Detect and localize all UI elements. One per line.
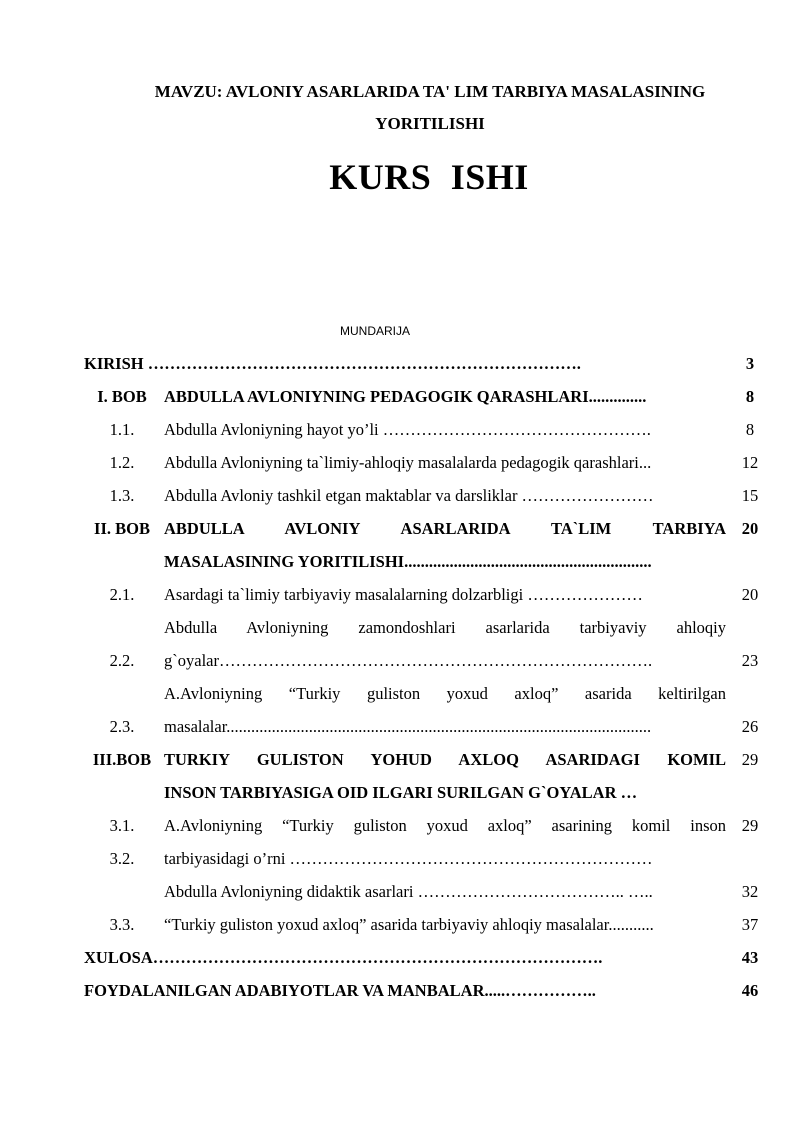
toc-row-kirish <box>0 350 800 383</box>
toc-text: INSON TARBIYASIGA OID ILGARI SURILGAN G`OYALAR … <box>164 783 638 802</box>
toc-row-bob3 <box>0 746 800 779</box>
toc-row-2-3-cont <box>0 713 800 746</box>
toc-page: 20 <box>741 519 759 538</box>
toc-row-3-1 <box>0 812 800 845</box>
topic-heading <box>100 76 760 140</box>
toc-page: 32 <box>741 882 759 901</box>
toc-row-bob3-cont <box>0 779 800 812</box>
toc-row-1-1 <box>0 416 800 449</box>
toc-page: 12 <box>741 453 759 472</box>
toc-number: 2.1. <box>109 585 135 604</box>
toc-page: 46 <box>741 981 759 1000</box>
toc-row-2-3 <box>0 680 800 713</box>
document-title: KURS ISHI <box>329 157 529 197</box>
toc-row-adabiyot <box>0 977 800 1010</box>
toc-number: 1.3. <box>109 486 135 505</box>
topic-line-1: MAVZU: AVLONIY ASARLARIDA TA' LIM TARBIYA MASALASINING <box>154 82 706 101</box>
toc-heading: MUNDARIJA <box>339 324 410 338</box>
toc-text: tarbiyasidagi o’rni ………………………………………………………… <box>164 849 653 868</box>
toc-number: 3.3. <box>109 915 135 934</box>
toc-text: MASALASINING YORITILISHI............................................................ <box>164 552 652 571</box>
toc-text: KIRISH ……………………………………………………………………. <box>84 354 581 373</box>
toc-text: Abdulla Avloniyning didaktik asarlari ……………………………….. ….. <box>164 882 653 901</box>
toc-number: 1.1. <box>109 420 135 439</box>
toc-row-3-2 <box>0 845 800 878</box>
toc-text: “Turkiy guliston yoxud axloq” asarida tarbiyaviy ahloqiy masalalar........... <box>164 915 654 934</box>
toc-text: Abdulla Avloniyning hayot yo’li …………………………………………. <box>164 420 651 439</box>
toc-text: TURKIY GULISTON YOHUD AXLOQ ASARIDAGI KOMIL <box>164 750 726 769</box>
toc-row-3-3 <box>0 911 800 944</box>
toc-row-1-2 <box>0 449 800 482</box>
toc-row-1-3 <box>0 482 800 515</box>
toc-page: 23 <box>741 651 759 670</box>
toc-page: 37 <box>741 915 759 934</box>
toc-number: I. BOB <box>97 387 147 406</box>
toc-text: ABDULLA AVLONIYNING PEDAGOGIK QARASHLARI.............. <box>164 387 647 406</box>
toc-text: Asardagi ta`limiy tarbiyaviy masalalarning dolzarbligi ………………… <box>164 585 643 604</box>
toc-number: 2.2. <box>109 651 135 670</box>
toc-text: Abdulla Avloniyning ta`limiy-ahloqiy masalalarda pedagogik qarashlari... <box>164 453 652 472</box>
toc-row-2-2-cont <box>0 647 800 680</box>
toc-text: ABDULLA AVLONIY ASARLARIDA TA`LIM TARBIYA <box>164 519 726 538</box>
toc-page: 8 <box>745 387 755 406</box>
toc-text: FOYDALANILGAN ADABIYOTLAR VA MANBALAR.....…………….. <box>84 981 596 1000</box>
toc-page: 15 <box>741 486 759 505</box>
toc-text: A.Avloniyning “Turkiy guliston yoxud axloq” asarida keltirilgan <box>164 684 726 703</box>
toc-text: masalalar....................................................................................................... <box>164 717 652 736</box>
toc-text: Abdulla Avloniyning zamondoshlari asarlarida tarbiyaviy ahloqiy <box>164 618 726 637</box>
toc-page: 26 <box>741 717 759 736</box>
toc-row-2-2 <box>0 614 800 647</box>
toc-number: 3.1. <box>109 816 135 835</box>
toc-number: 1.2. <box>109 453 135 472</box>
toc-number: II. BOB <box>94 519 150 538</box>
toc-number: 2.3. <box>109 717 135 736</box>
toc-row-bob2 <box>0 515 800 548</box>
toc-page: 29 <box>741 750 759 769</box>
toc-page: 29 <box>741 816 759 835</box>
toc-page: 20 <box>741 585 759 604</box>
toc-row-xulosa <box>0 944 800 977</box>
toc-row-didaktik <box>0 878 800 911</box>
toc-page: 3 <box>745 354 755 373</box>
toc-page: 8 <box>745 420 755 439</box>
topic-line-2: YORITILISHI <box>375 114 485 133</box>
toc-row-bob2-cont <box>0 548 800 581</box>
toc-page: 43 <box>741 948 759 967</box>
toc-text: A.Avloniyning “Turkiy guliston yoxud axloq” asarining komil inson <box>164 816 726 835</box>
toc-row-bob1 <box>0 383 800 416</box>
toc-text: XULOSA………………………………………………………………………. <box>84 948 603 967</box>
toc-row-2-1 <box>0 581 800 614</box>
toc-number: III.BOB <box>92 750 152 769</box>
toc-text: Abdulla Avloniy tashkil etgan maktablar va darsliklar …………………… <box>164 486 654 505</box>
toc-text: g`oyalar……………………………………………………………………. <box>164 651 653 670</box>
toc-number: 3.2. <box>109 849 135 868</box>
